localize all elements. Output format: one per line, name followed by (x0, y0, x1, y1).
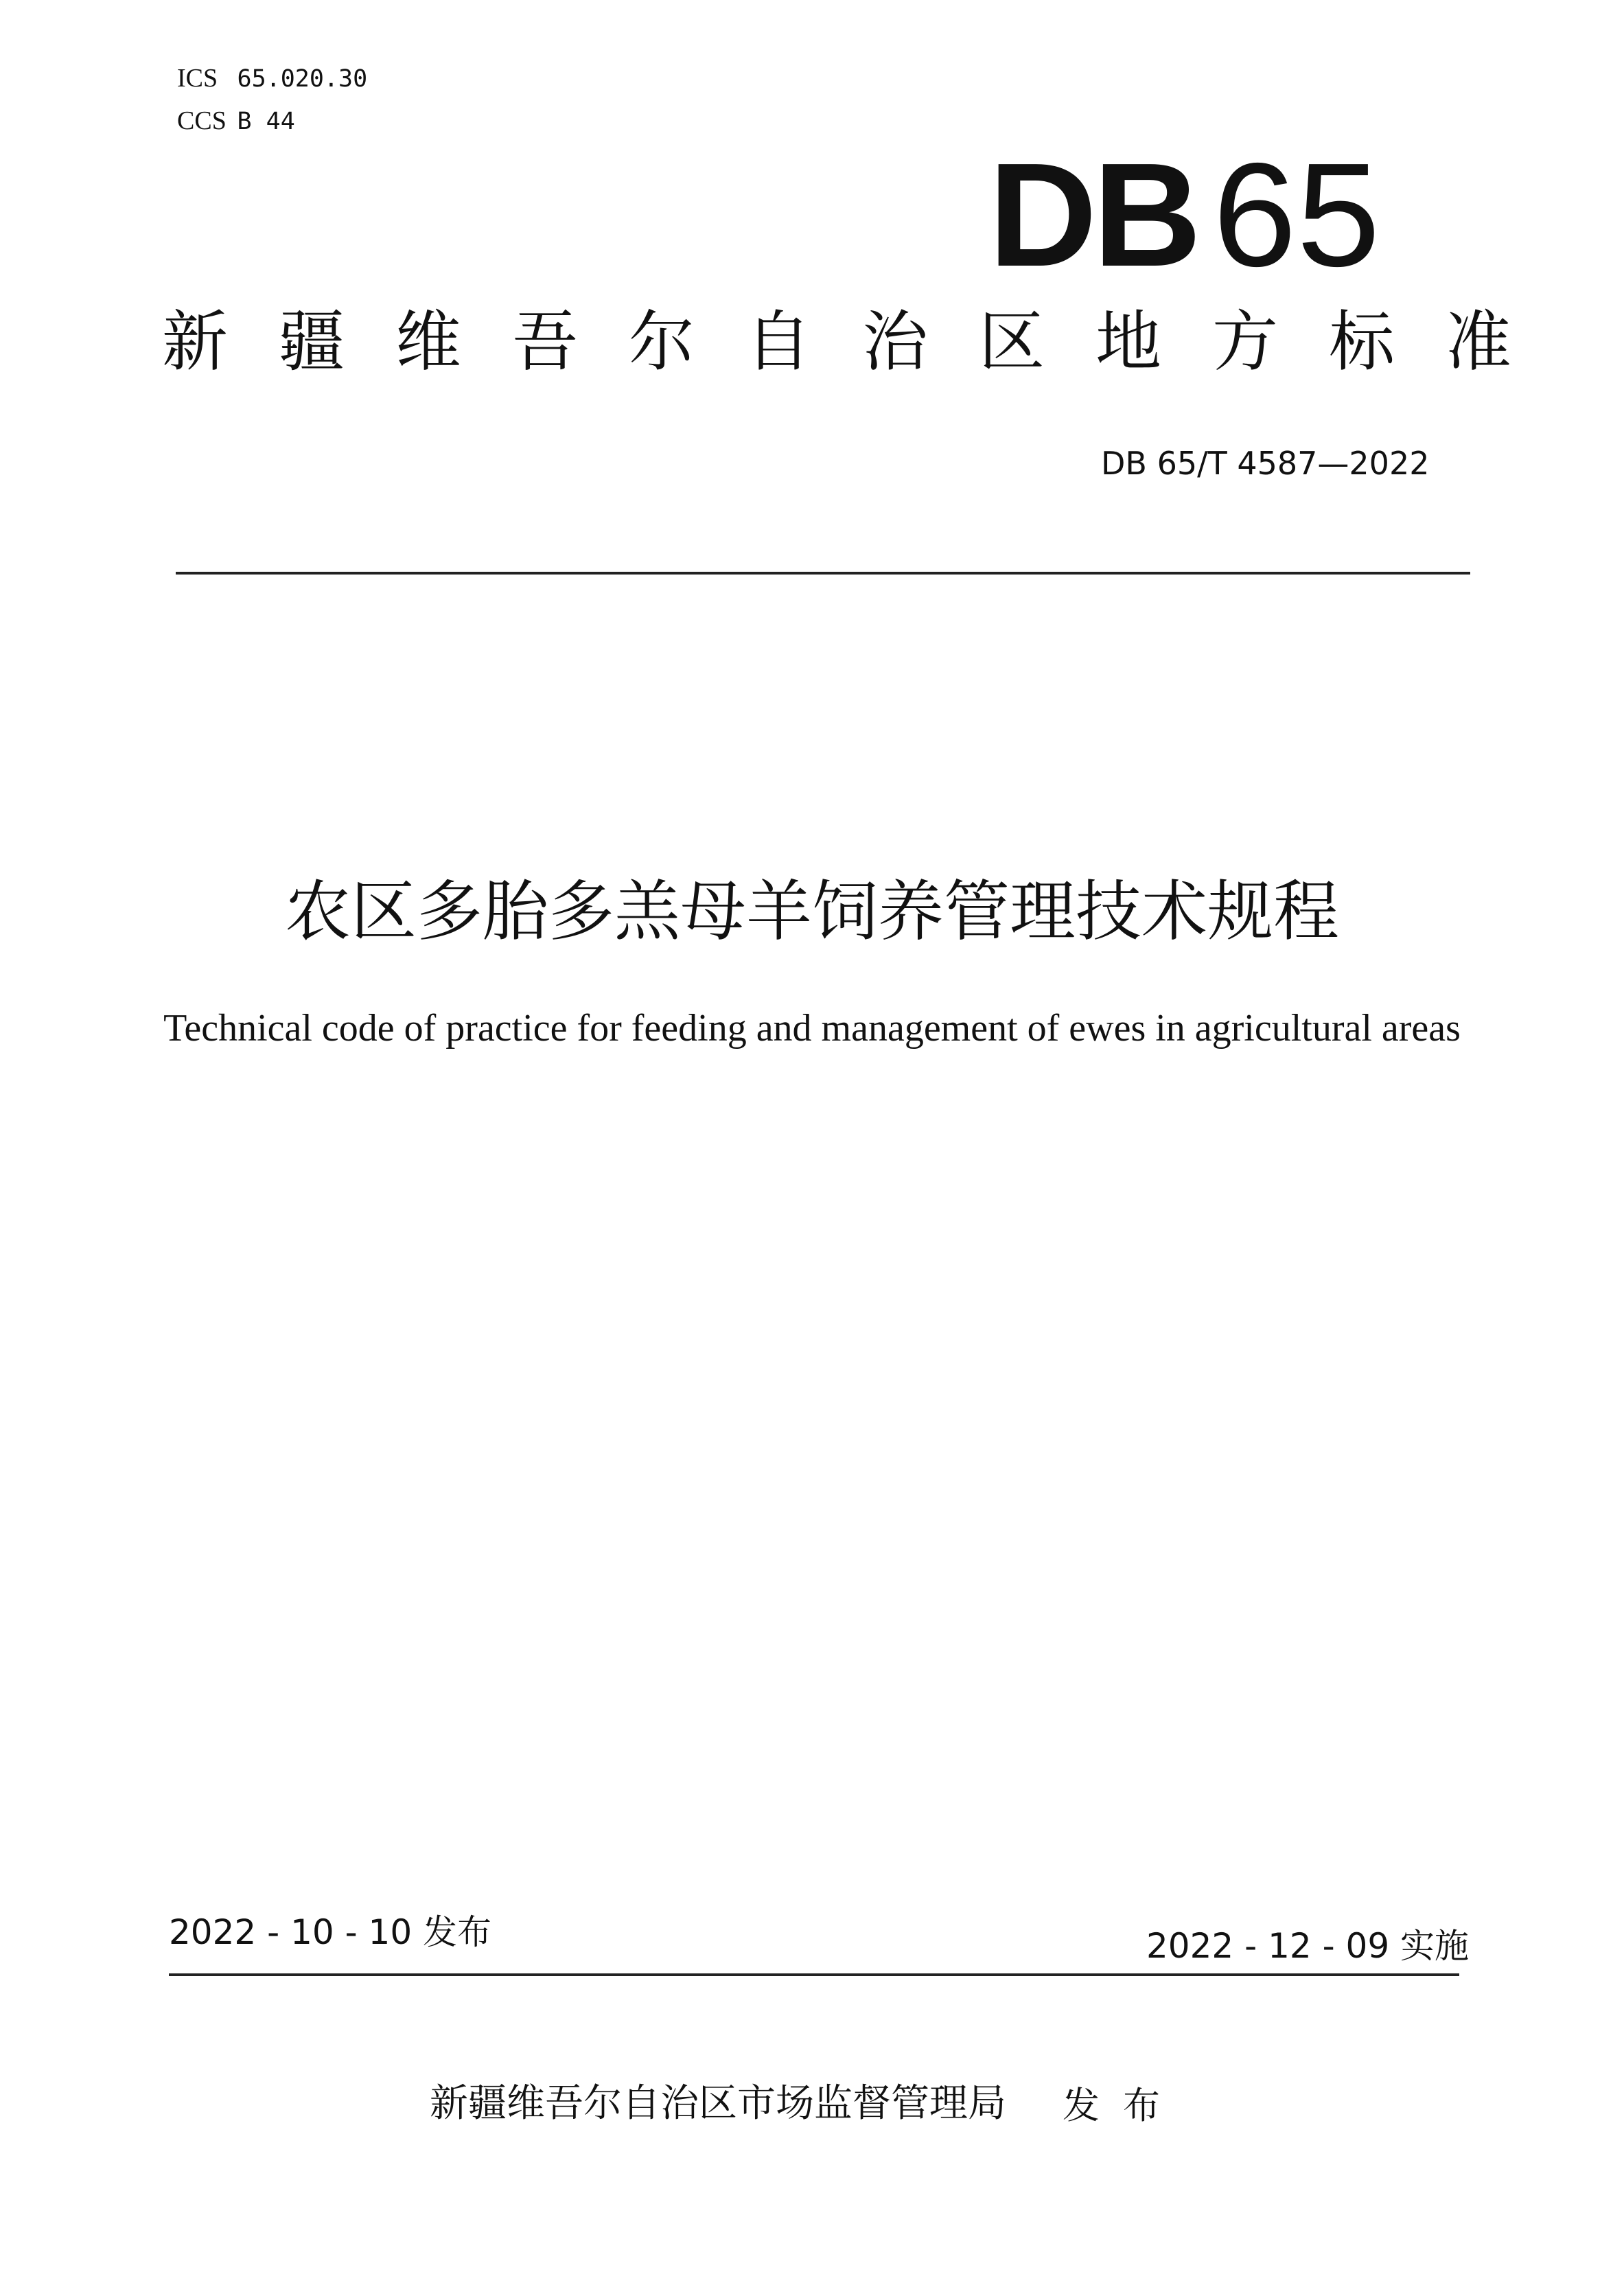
issue-action: 发布 (1063, 2084, 1183, 2127)
ics-row (177, 63, 367, 93)
logo-letters: DB (988, 132, 1198, 297)
ccs-label: CCS (177, 106, 227, 135)
header-divider (176, 572, 1470, 575)
publish-date: 2022 - 10 - 10 发布 (169, 1912, 492, 1952)
ccs-value: B 44 (237, 108, 295, 135)
footer-divider (169, 1973, 1459, 1976)
standard-type-heading: 新疆维吾尔自治区地方标准 (162, 303, 1562, 380)
title-chinese: 农区多胎多羔母羊饲养管理技术规程 (285, 873, 1339, 950)
effective-date: 2022 - 12 - 09 实施 (1146, 1926, 1470, 1966)
standard-code: DB 65/T 4587—2022 (1101, 445, 1430, 482)
db-logo (988, 132, 1380, 297)
logo-number: 65 (1212, 132, 1380, 297)
ics-label: ICS (177, 64, 218, 93)
ics-value: 65.020.30 (237, 65, 368, 93)
ccs-row (177, 106, 295, 136)
title-english: Technical code of practice for feeding and management of ewes in agricultural areas (163, 1007, 1461, 1050)
issuer-name: 新疆维吾尔自治区市场监督管理局 (430, 2081, 1006, 2126)
